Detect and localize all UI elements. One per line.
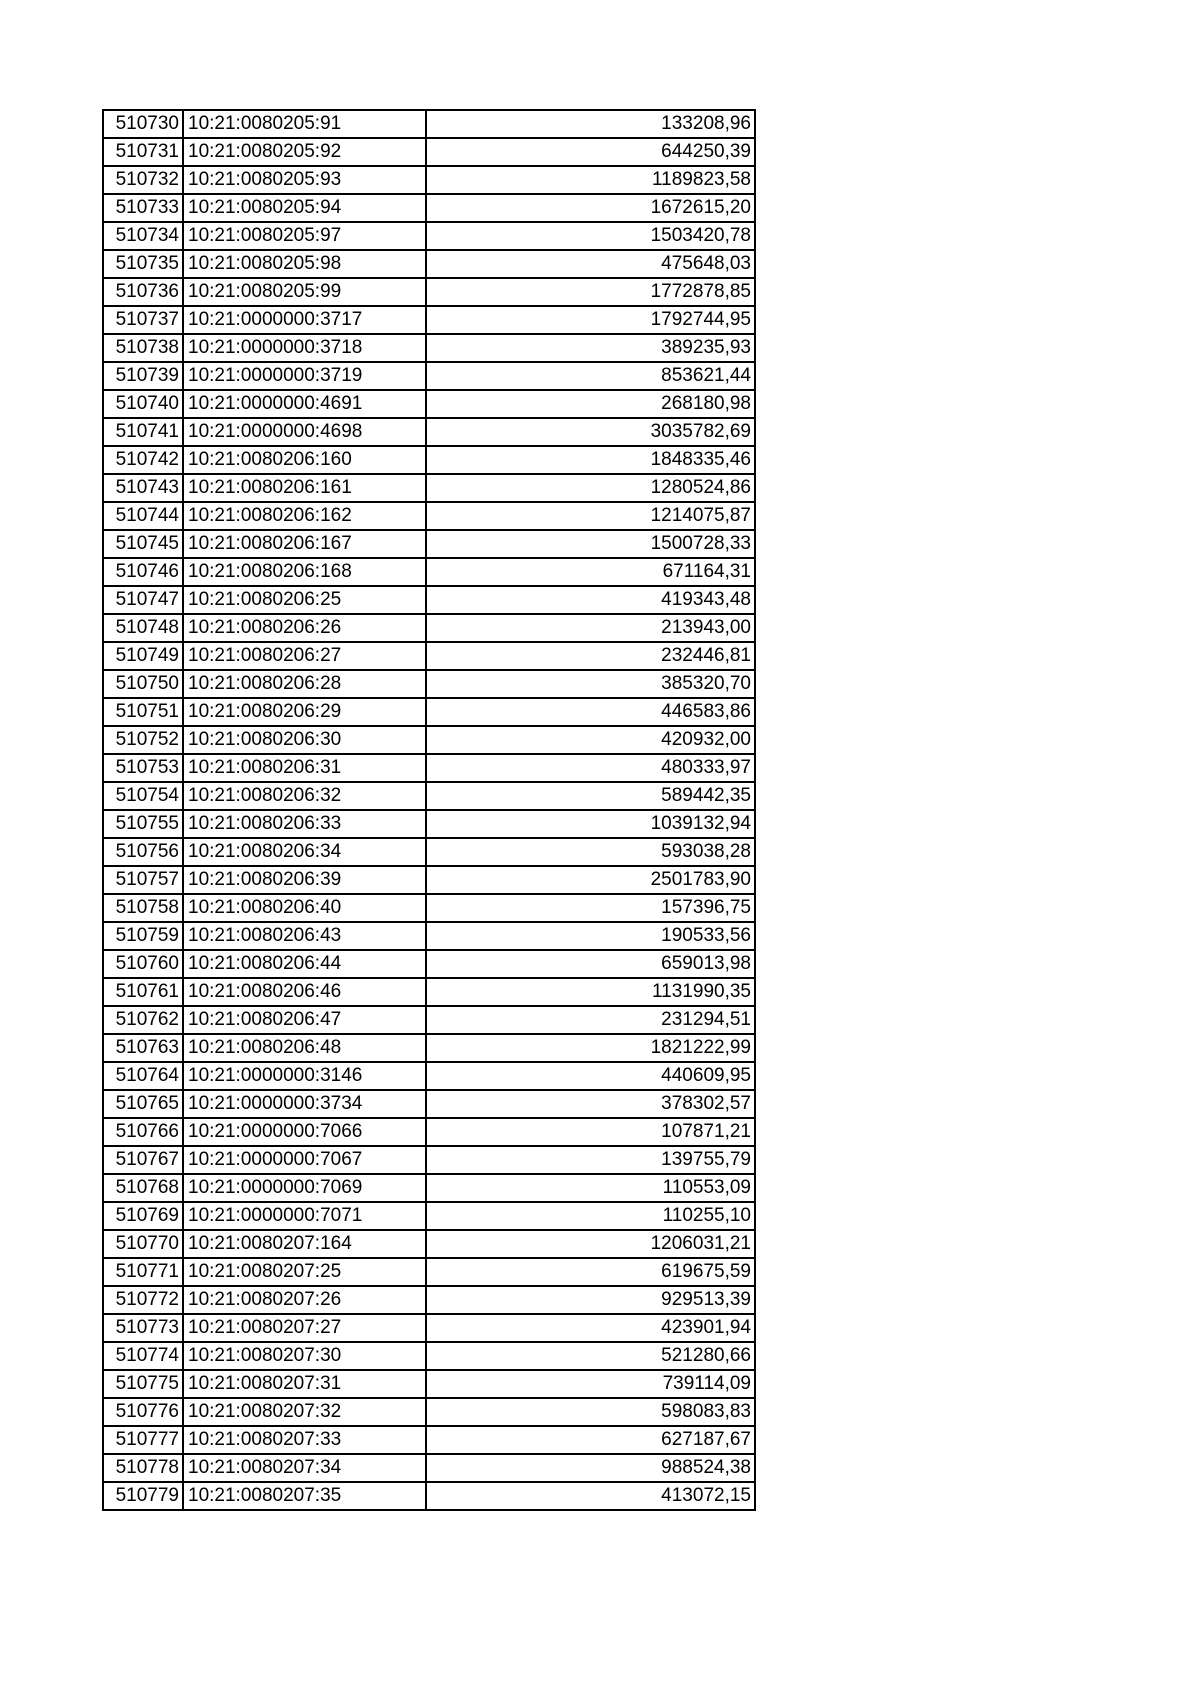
row-id-cell: 510735 [103,250,183,278]
table-row [103,670,755,698]
value-cell: 593038,28 [426,838,755,866]
table-row [103,250,755,278]
table-row [103,474,755,502]
cadastral-number-cell: 10:21:0080207:164 [183,1230,426,1258]
row-id-cell: 510748 [103,614,183,642]
table-row [103,1398,755,1426]
value-cell: 1206031,21 [426,1230,755,1258]
row-id-cell: 510747 [103,586,183,614]
value-cell: 446583,86 [426,698,755,726]
value-cell: 739114,09 [426,1370,755,1398]
cadastral-number-cell: 10:21:0080207:32 [183,1398,426,1426]
value-cell: 413072,15 [426,1482,755,1510]
cadastral-number-cell: 10:21:0080206:28 [183,670,426,698]
table-row [103,446,755,474]
table-row [103,866,755,894]
value-cell: 1821222,99 [426,1034,755,1062]
cadastral-number-cell: 10:21:0080206:43 [183,922,426,950]
row-id-cell: 510763 [103,1034,183,1062]
value-cell: 389235,93 [426,334,755,362]
row-id-cell: 510765 [103,1090,183,1118]
row-id-cell: 510734 [103,222,183,250]
table-row [103,558,755,586]
cadastral-number-cell: 10:21:0080206:26 [183,614,426,642]
value-cell: 1280524,86 [426,474,755,502]
value-cell: 589442,35 [426,782,755,810]
value-cell: 268180,98 [426,390,755,418]
value-cell: 1792744,95 [426,306,755,334]
value-cell: 1503420,78 [426,222,755,250]
row-id-cell: 510766 [103,1118,183,1146]
row-id-cell: 510764 [103,1062,183,1090]
value-cell: 110553,09 [426,1174,755,1202]
row-id-cell: 510756 [103,838,183,866]
value-cell: 598083,83 [426,1398,755,1426]
cadastral-number-cell: 10:21:0080206:167 [183,530,426,558]
value-cell: 480333,97 [426,754,755,782]
cadastral-number-cell: 10:21:0080207:34 [183,1454,426,1482]
cadastral-number-cell: 10:21:0080206:30 [183,726,426,754]
row-id-cell: 510741 [103,418,183,446]
table-row [103,502,755,530]
value-cell: 1189823,58 [426,166,755,194]
cadastral-number-cell: 10:21:0000000:3719 [183,362,426,390]
row-id-cell: 510770 [103,1230,183,1258]
row-id-cell: 510731 [103,138,183,166]
value-cell: 419343,48 [426,586,755,614]
value-cell: 1131990,35 [426,978,755,1006]
row-id-cell: 510733 [103,194,183,222]
row-id-cell: 510761 [103,978,183,1006]
row-id-cell: 510775 [103,1370,183,1398]
value-cell: 3035782,69 [426,418,755,446]
table-row [103,1006,755,1034]
table-row [103,278,755,306]
value-cell: 231294,51 [426,1006,755,1034]
value-cell: 440609,95 [426,1062,755,1090]
row-id-cell: 510738 [103,334,183,362]
value-cell: 378302,57 [426,1090,755,1118]
cadastral-number-cell: 10:21:0080207:35 [183,1482,426,1510]
cadastral-number-cell: 10:21:0000000:7069 [183,1174,426,1202]
row-id-cell: 510739 [103,362,183,390]
cadastral-number-cell: 10:21:0080206:48 [183,1034,426,1062]
row-id-cell: 510754 [103,782,183,810]
row-id-cell: 510767 [103,1146,183,1174]
row-id-cell: 510758 [103,894,183,922]
row-id-cell: 510745 [103,530,183,558]
value-cell: 423901,94 [426,1314,755,1342]
cadastral-number-cell: 10:21:0080207:31 [183,1370,426,1398]
row-id-cell: 510776 [103,1398,183,1426]
cadastral-number-cell: 10:21:0080207:27 [183,1314,426,1342]
cadastral-number-cell: 10:21:0000000:7066 [183,1118,426,1146]
table-row [103,138,755,166]
value-cell: 929513,39 [426,1286,755,1314]
cadastral-number-cell: 10:21:0000000:3718 [183,334,426,362]
table-row [103,950,755,978]
row-id-cell: 510751 [103,698,183,726]
row-id-cell: 510744 [103,502,183,530]
table-row [103,1090,755,1118]
table-row [103,1314,755,1342]
cadastral-number-cell: 10:21:0080206:161 [183,474,426,502]
cadastral-number-cell: 10:21:0080206:160 [183,446,426,474]
value-cell: 385320,70 [426,670,755,698]
table-row [103,306,755,334]
table-row [103,894,755,922]
table-row [103,782,755,810]
cadastral-number-cell: 10:21:0000000:3734 [183,1090,426,1118]
value-cell: 988524,38 [426,1454,755,1482]
value-cell: 521280,66 [426,1342,755,1370]
value-cell: 107871,21 [426,1118,755,1146]
table-row [103,390,755,418]
value-cell: 213943,00 [426,614,755,642]
cadastral-number-cell: 10:21:0080206:25 [183,586,426,614]
table-row [103,810,755,838]
table-row [103,1118,755,1146]
row-id-cell: 510736 [103,278,183,306]
cadastral-number-cell: 10:21:0080205:93 [183,166,426,194]
value-cell: 157396,75 [426,894,755,922]
table-row [103,530,755,558]
table-row [103,698,755,726]
cadastral-number-cell: 10:21:0080205:91 [183,110,426,138]
cadastral-number-cell: 10:21:0000000:4691 [183,390,426,418]
row-id-cell: 510743 [103,474,183,502]
table-row [103,222,755,250]
value-cell: 1214075,87 [426,502,755,530]
cadastral-number-cell: 10:21:0080207:25 [183,1258,426,1286]
row-id-cell: 510749 [103,642,183,670]
cadastral-number-cell: 10:21:0080206:39 [183,866,426,894]
value-cell: 644250,39 [426,138,755,166]
row-id-cell: 510762 [103,1006,183,1034]
row-id-cell: 510773 [103,1314,183,1342]
row-id-cell: 510778 [103,1454,183,1482]
table-row [103,1370,755,1398]
row-id-cell: 510768 [103,1174,183,1202]
cadastral-number-cell: 10:21:0080206:46 [183,978,426,1006]
cadastral-number-cell: 10:21:0080206:168 [183,558,426,586]
row-id-cell: 510774 [103,1342,183,1370]
value-cell: 190533,56 [426,922,755,950]
table-row [103,922,755,950]
cadastral-number-cell: 10:21:0080206:162 [183,502,426,530]
row-id-cell: 510750 [103,670,183,698]
table-row [103,1174,755,1202]
cadastral-number-cell: 10:21:0080205:94 [183,194,426,222]
table-row [103,1258,755,1286]
table-row [103,194,755,222]
cadastral-value-table [102,109,756,1511]
value-cell: 1772878,85 [426,278,755,306]
table-row [103,1454,755,1482]
value-cell: 1500728,33 [426,530,755,558]
row-id-cell: 510779 [103,1482,183,1510]
table-row [103,166,755,194]
value-cell: 1848335,46 [426,446,755,474]
row-id-cell: 510740 [103,390,183,418]
table-row [103,1146,755,1174]
table-row [103,110,755,138]
row-id-cell: 510769 [103,1202,183,1230]
row-id-cell: 510755 [103,810,183,838]
table-row [103,978,755,1006]
cadastral-number-cell: 10:21:0080206:33 [183,810,426,838]
table-row [103,614,755,642]
cadastral-number-cell: 10:21:0000000:7067 [183,1146,426,1174]
value-cell: 232446,81 [426,642,755,670]
table-row [103,418,755,446]
row-id-cell: 510760 [103,950,183,978]
cadastral-number-cell: 10:21:0080205:98 [183,250,426,278]
table-row [103,334,755,362]
table-row [103,586,755,614]
table-body [103,110,755,1510]
value-cell: 1672615,20 [426,194,755,222]
cadastral-number-cell: 10:21:0000000:7071 [183,1202,426,1230]
value-cell: 475648,03 [426,250,755,278]
row-id-cell: 510759 [103,922,183,950]
value-cell: 110255,10 [426,1202,755,1230]
cadastral-number-cell: 10:21:0080206:34 [183,838,426,866]
cadastral-number-cell: 10:21:0080206:47 [183,1006,426,1034]
value-cell: 420932,00 [426,726,755,754]
table-row [103,1482,755,1510]
value-cell: 619675,59 [426,1258,755,1286]
table-row [103,1286,755,1314]
value-cell: 671164,31 [426,558,755,586]
cadastral-number-cell: 10:21:0080206:32 [183,782,426,810]
table-row [103,1342,755,1370]
cadastral-number-cell: 10:21:0080206:27 [183,642,426,670]
row-id-cell: 510746 [103,558,183,586]
cadastral-number-cell: 10:21:0080206:31 [183,754,426,782]
cadastral-number-cell: 10:21:0000000:3717 [183,306,426,334]
cadastral-number-cell: 10:21:0080206:29 [183,698,426,726]
value-cell: 133208,96 [426,110,755,138]
table-row [103,1426,755,1454]
row-id-cell: 510742 [103,446,183,474]
value-cell: 659013,98 [426,950,755,978]
row-id-cell: 510772 [103,1286,183,1314]
row-id-cell: 510757 [103,866,183,894]
row-id-cell: 510737 [103,306,183,334]
value-cell: 2501783,90 [426,866,755,894]
table-row [103,838,755,866]
cadastral-number-cell: 10:21:0080207:30 [183,1342,426,1370]
row-id-cell: 510777 [103,1426,183,1454]
table-row [103,1062,755,1090]
row-id-cell: 510753 [103,754,183,782]
row-id-cell: 510732 [103,166,183,194]
value-cell: 139755,79 [426,1146,755,1174]
cadastral-number-cell: 10:21:0080205:92 [183,138,426,166]
row-id-cell: 510730 [103,110,183,138]
cadastral-number-cell: 10:21:0000000:4698 [183,418,426,446]
table-row [103,1202,755,1230]
table-row [103,1230,755,1258]
value-cell: 853621,44 [426,362,755,390]
table-row [103,642,755,670]
table-row [103,726,755,754]
row-id-cell: 510752 [103,726,183,754]
cadastral-number-cell: 10:21:0080205:99 [183,278,426,306]
cadastral-number-cell: 10:21:0080205:97 [183,222,426,250]
value-cell: 1039132,94 [426,810,755,838]
table-row [103,1034,755,1062]
cadastral-number-cell: 10:21:0080206:44 [183,950,426,978]
value-cell: 627187,67 [426,1426,755,1454]
table-row [103,362,755,390]
cadastral-number-cell: 10:21:0080206:40 [183,894,426,922]
cadastral-number-cell: 10:21:0080207:33 [183,1426,426,1454]
table-row [103,754,755,782]
row-id-cell: 510771 [103,1258,183,1286]
cadastral-number-cell: 10:21:0000000:3146 [183,1062,426,1090]
cadastral-number-cell: 10:21:0080207:26 [183,1286,426,1314]
